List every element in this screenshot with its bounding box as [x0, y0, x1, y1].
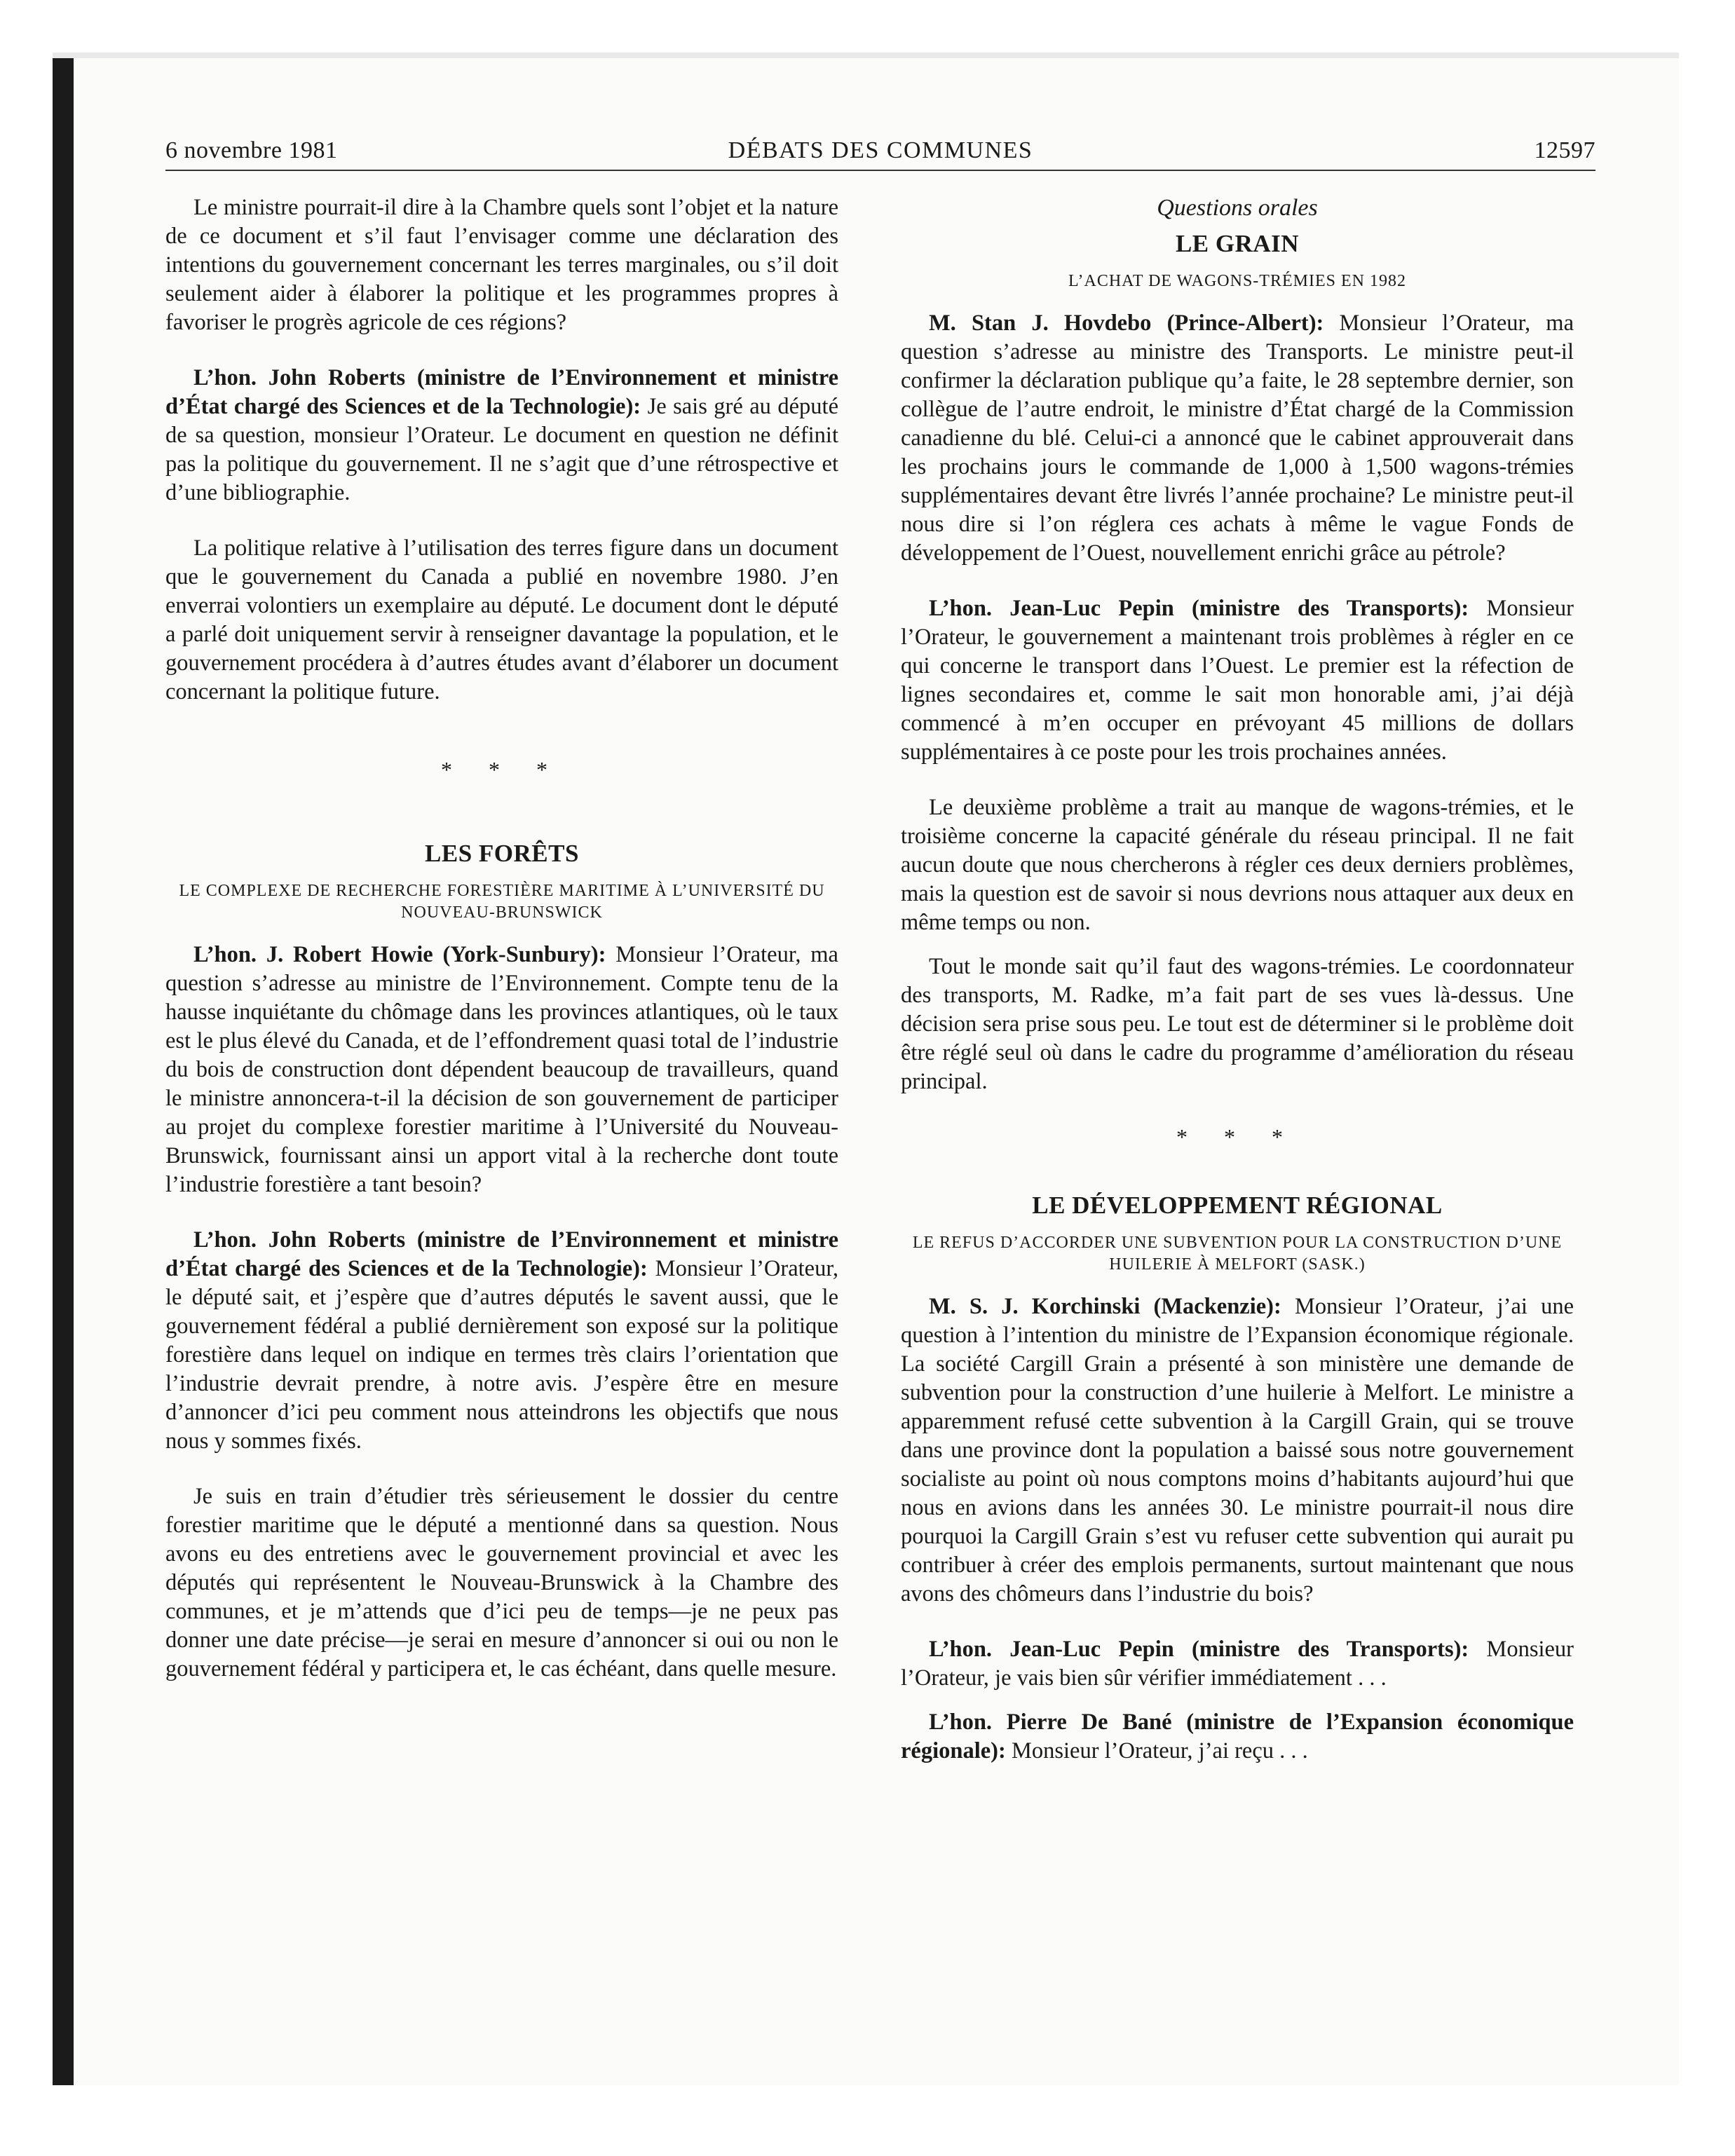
scan-top-edge [53, 53, 1679, 58]
header-page-number: 12597 [1534, 137, 1595, 163]
section-separator: * * * [1176, 1124, 1298, 1149]
scan-border [53, 53, 74, 2085]
paragraph: Je suis en train d’étudier très sérieusement le dossier du centre forestier maritime que le député a mentionné dans sa question. Nous avons eu des entretiens avec le gouvernement provincial et avec les députés qui représentent le Nouveau-Brunswick à la Chambre des communes, et je m’attends que d’ici peu de temps—je ne peux pas donner une date précise—je serai en mesure d’annoncer si oui ou non le gouvernement fédéral y participera et, le cas échéant, dans quelle mesure. [165, 1484, 838, 1681]
rubric-heading: Questions orales [1157, 195, 1318, 221]
speaker-name: L’hon. John Roberts (ministre de l’Environnement et ministre d’État chargé des Sciences et de la Technologie): [165, 365, 838, 419]
section-title: LE DÉVELOPPEMENT RÉGIONAL [1032, 1192, 1443, 1219]
speaker-name: L’hon. John Roberts (ministre de l’Environnement et ministre d’État chargé des Sciences et de la Technologie): [165, 1227, 838, 1281]
speech-text: Je sais gré au député de sa question, monsieur l’Orateur. Le document en question ne définit pas la politique du gouvernement. Il ne s’agit que d’une rétrospective et d’une bibliographie. [165, 394, 838, 505]
speech-text: Monsieur l’Orateur, j’ai reçu . . . [1005, 1738, 1308, 1763]
paragraph [901, 1292, 1574, 1609]
paragraph [901, 594, 1574, 767]
paragraph [165, 1226, 838, 1456]
page-header [165, 133, 1595, 171]
speaker-name: L’hon. Jean-Luc Pepin (ministre des Transports): [929, 596, 1469, 621]
paragraph: La politique relative à l’utilisation des terres figure dans un document que le gouvernement du Canada a publié en novembre 1980. J’en enverrai volontiers un exemplaire au député. Le document dont le député a parlé doit uniquement servir à renseigner davantage la population, et le gouvernement procédera à d’autres études avant d’élaborer un document concernant la politique future. [165, 535, 838, 704]
section-title: LES FORÊTS [425, 840, 579, 867]
speaker-name: L’hon. Jean-Luc Pepin (ministre des Transports): [929, 1637, 1469, 1662]
paragraph [901, 1708, 1574, 1766]
section-subtitle: LE REFUS D’ACCORDER UNE SUBVENTION POUR LA CONSTRUCTION D’UNE HUILERIE À MELFORT (SASK.) [912, 1234, 1563, 1274]
header-title: DÉBATS DES COMMUNES [728, 137, 1033, 163]
speaker-name: M. S. J. Korchinski (Mackenzie): [929, 1294, 1281, 1319]
speech-text: Monsieur l’Orateur, j’ai une question à l’intention du ministre de l’Expansion économique régionale. La société Cargill Grain a présenté à son ministère une demande de subvention pour la construction d’une huilerie à Melfort. Le ministre a apparemment refusé cette subvention à la Cargill Grain, qui se trouve dans une province dont la population a baissé sous notre gouvernement socialiste au point où nous comptons moins d’habitants aujourd’hui que nous en avions dans les années 30. Le ministre pourrait-il nous dire pourquoi la Cargill Grain s’est vu refuser cette subvention qui aurait pu contribuer à créer des emplois permanents, surtout maintenant que nous avons des chômeurs dans l’industrie du bois? [901, 1294, 1574, 1606]
section-subtitle: LE COMPLEXE DE RECHERCHE FORESTIÈRE MARITIME À L’UNIVERSITÉ DU NOUVEAU-BRUNSWICK [179, 882, 825, 922]
speech-text: Monsieur l’Orateur, je vais bien sûr vérifier immédiatement . . . [901, 1637, 1574, 1691]
speaker-name: M. Stan J. Hovdebo (Prince-Albert): [929, 311, 1324, 336]
paragraph [165, 364, 838, 507]
paragraph: Le deuxième problème a trait au manque de wagons-trémies, et le troisième concerne la capacité générale du réseau principal. Il ne fait aucun doute que nous chercherons à régler ces deux derniers problèmes, mais la question est de savoir si nous devrions nous attaquer aux deux en même temps ou non. [901, 795, 1574, 935]
header-date: 6 novembre 1981 [165, 137, 338, 163]
left-column [165, 193, 838, 1710]
speaker-name: L’hon. Pierre De Bané (ministre de l’Expansion économique régionale): [901, 1710, 1574, 1763]
paragraph [901, 1635, 1574, 1693]
paragraph: Le ministre pourrait-il dire à la Chambre quels sont l’objet et la nature de ce document et s’il faut l’envisager comme une déclaration des intentions du gouvernement concernant les terres marginales, ou s’il doit seulement aider à élaborer la politique et les programmes propres à favoriser le progrès agricole de ces régions? [165, 195, 838, 335]
section-title: LE GRAIN [1175, 230, 1300, 257]
speaker-name: L’hon. J. Robert Howie (York-Sunbury): [193, 942, 606, 967]
section-separator: * * * [441, 757, 563, 782]
paragraph [901, 309, 1574, 568]
speech-text: Monsieur l’Orateur, le député sait, et j’espère que d’autres députés le savent aussi, que le gouvernement fédéral a publié dernièrement son exposé sur la politique forestière dans lequel on indique en termes très clairs l’orientation que l’industrie devrait prendre, à notre avis. J’espère être en mesure d’annoncer d’ici peu comment nous atteindrons les objectifs que nous nous y sommes fixés. [165, 1256, 839, 1454]
speech-text: Monsieur l’Orateur, ma question s’adresse au ministre de l’Environnement. Compte tenu de la hausse inquiétante du chômage dans les provinces atlantiques, où le taux est le plus élevé du Canada, et de l’effondrement quasi total de l’industrie du bois de construction dont dépendent beaucoup de travailleurs, quand le ministre annoncera-t-il la décision de son gouvernement de participer au projet du complexe forestier maritime à l’Université du Nouveau-Brunswick, fournissant ainsi un apport vital à la recherche dont toute l’industrie forestière a tant besoin? [165, 942, 838, 1197]
paragraph [165, 941, 838, 1199]
section-subtitle: L’ACHAT DE WAGONS-TRÉMIES EN 1982 [1068, 272, 1406, 290]
speech-text: Monsieur l’Orateur, le gouvernement a maintenant trois problèmes à régler en ce qui concerne le transport dans l’Ouest. Le premier est la réfection de lignes secondaires et, comme le sait mon honorable ami, j’ai déjà commencé à m’en occuper en prévoyant 45 millions de dollars supplémentaires à ce poste pour les trois prochaines années. [901, 596, 1574, 765]
speech-text: Monsieur l’Orateur, ma question s’adresse au ministre des Transports. Le ministre peut-il confirmer la déclaration publique qu’a faite, le 28 septembre dernier, son collègue de l’autre endroit, le ministre d’État chargé de la Commission canadienne du blé. Celui-ci a annoncé que le cabinet approuverait dans les prochains jours le commande de 1,000 à 1,500 wagons-trémies supplémentaires devant être livrés l’année prochaine? Le ministre peut-il nous dire si l’on réglera ces achats à même le vague Fonds de développement de l’Ouest, nouvellement enrichi grâce au pétrole? [901, 311, 1574, 566]
paragraph: Tout le monde sait qu’il faut des wagons-trémies. Le coordonnateur des transports, M. Radke, m’a fait part de ses vues là-dessus. Une décision sera prise sous peu. Le tout est de déterminer si le problème doit être réglé seul où dans le cadre du programme d’amélioration du réseau principal. [901, 954, 1574, 1094]
right-column [901, 193, 1574, 1792]
